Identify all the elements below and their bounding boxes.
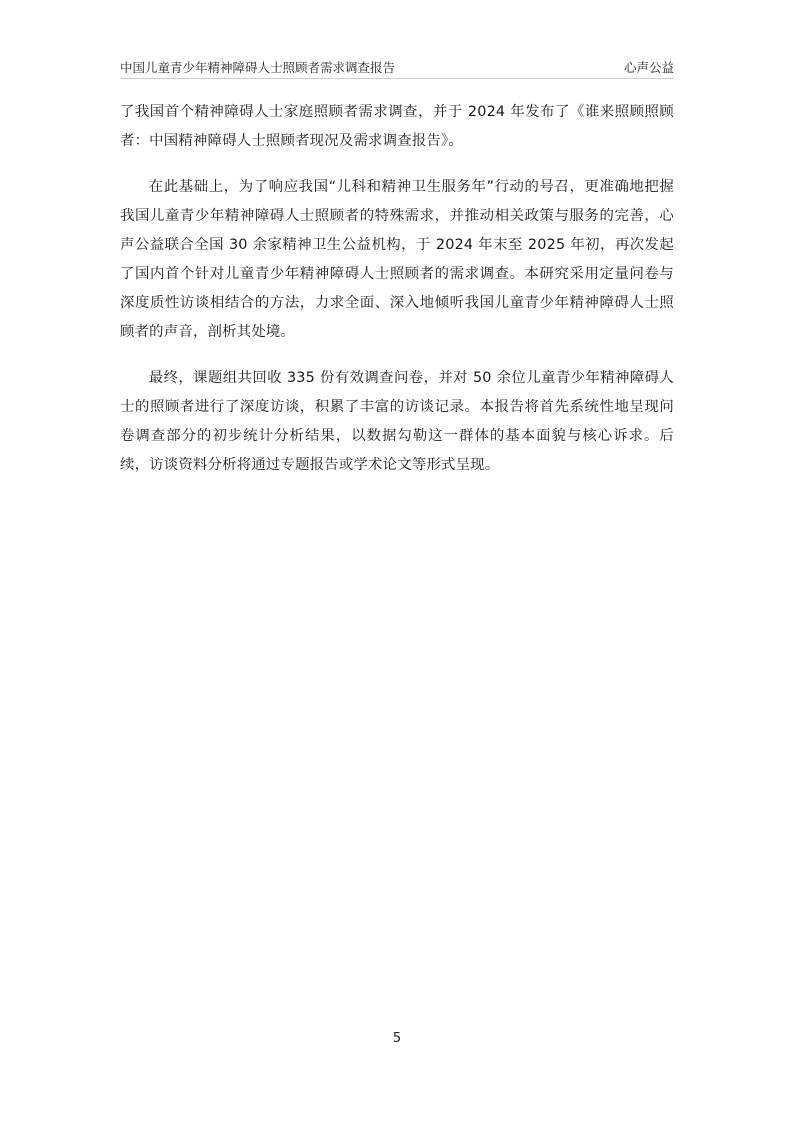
header-report-title: 中国儿童青少年精神障碍人士照顾者需求调查报告 xyxy=(120,60,396,75)
page-header xyxy=(120,54,674,76)
paragraph-survey-background: 在此基础上，为了响应我国“儿科和精神卫生服务年”行动的号召，更准确地把握我国儿童青少年精神障碍人士照顾者的特殊需求，并推动相关政策与服务的完善，心声公益联合全国 30 余家精神卫生公益机构，于 2024 年末至 2025 年初，再次发起了国内首个针对儿童青少年精神障碍人士照顾者的需求调查。本研究采用定量问卷与深度质性访谈相结合的方法，力求全面、深入地倾听我国儿童青少年精神障碍人士照顾者的声音，剖析其处境。 xyxy=(120,179,674,340)
header-organization: 心声公益 xyxy=(623,60,674,75)
paragraph-survey-results: 最终，课题组共回收 335 份有效调查问卷，并对 50 余位儿童青少年精神障碍人士的照顾者进行了深度访谈，积累了丰富的访谈记录。本报告将首先系统性地呈现问卷调查部分的初步统计分析结果，以数据勾勒这一群体的基本面貌与核心诉求。后续，访谈资料分析将通过专题报告或学术论文等形式呈现。 xyxy=(120,370,674,473)
page-number: 5 xyxy=(392,1031,402,1046)
header-divider xyxy=(120,78,674,79)
body-text xyxy=(120,98,674,497)
paragraph-continuation: 了我国首个精神障碍人士家庭照顾者需求调查，并于 2024 年发布了《谁来照顾照顾者：中国精神障碍人士照顾者现况及需求调查报告》。 xyxy=(120,104,674,149)
